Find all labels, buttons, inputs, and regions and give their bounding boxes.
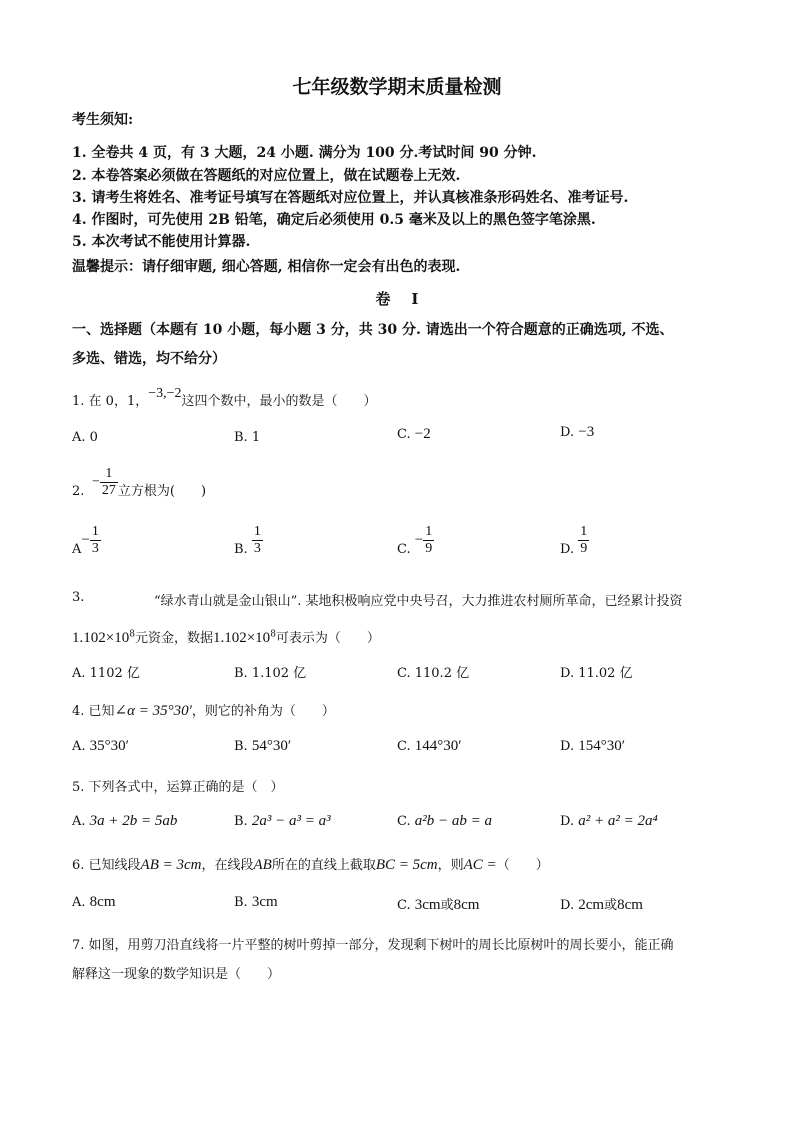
section1-heading-line1: 一、选择题（本题有 10 小题，每小题 3 分，共 30 分. 请选出一个符合题意的正确选项, 不选、 xyxy=(72,322,674,338)
notice-1: 1. 全卷共 4 页，有 3 大题，24 小题. 满分为 100 分.考试时间 90 分钟. xyxy=(72,145,537,161)
q4-angle: ∠α = 35°30′ xyxy=(114,703,192,719)
volume-heading: 卷 Ⅰ xyxy=(375,290,419,308)
q5-option-a[interactable]: A. 3a + 2b = 5ab xyxy=(72,813,178,829)
q1-option-d[interactable]: D. −3 xyxy=(560,424,595,440)
q7-line2: 解释这一现象的数学知识是（ ） xyxy=(72,967,281,982)
question-4: 4. 已知∠α = 35°30′，则它的补角为（ ） xyxy=(72,703,335,719)
q3-line1: “绿水青山就是金山银山”. 某地积极响应党中央号召，大力推进农村厕所革命，已经累计投资 xyxy=(154,594,683,609)
q4-option-d[interactable]: D. 154°30′ xyxy=(560,738,626,754)
question-2 xyxy=(72,466,206,499)
q7-line1: 7. 如图，用剪刀沿直线将一片平整的树叶剪掉一部分，发现剩下树叶的周长比原树叶的周长要小，能正确 xyxy=(72,938,674,953)
q1-option-b[interactable]: B. 1 xyxy=(234,430,261,445)
q1-post: 这四个数中，最小的数是（ ） xyxy=(181,394,377,409)
section1-heading-line2: 多选、错选，均不给分） xyxy=(72,351,226,367)
q6-option-c[interactable]: C. 3cm或8cm xyxy=(397,897,480,913)
q6-option-a[interactable]: A. 8cm xyxy=(72,894,116,910)
q2-option-b[interactable]: B. $\frac{1}{3}$ xyxy=(234,524,261,557)
q1-pre: 1. 在 0，1， xyxy=(72,394,149,409)
notice-4: 4. 作图时，可先使用 2B 铅笔，确定后必须使用 0.5 毫米及以上的黑色签字笔涂黑. xyxy=(72,212,596,228)
notice-5: 5. 本次考试不能使用计算器. xyxy=(72,234,251,250)
q1-option-a[interactable]: A. 0 xyxy=(72,430,98,445)
q2-option-d[interactable]: D. $\frac{1}{9}$ xyxy=(560,524,588,557)
q3-option-c[interactable]: C. 110.2 亿 xyxy=(397,666,470,681)
q4-option-b[interactable]: B. 54°30′ xyxy=(234,738,292,754)
notice-heading: 考生须知: xyxy=(72,112,134,128)
q2-frac-sign: − xyxy=(92,474,100,490)
q4-option-c[interactable]: C. 144°30′ xyxy=(397,738,462,754)
q2-option-a[interactable]: A− $\frac{1}{3}$ xyxy=(72,524,99,557)
q2-post: 立方根为( ) xyxy=(117,484,207,499)
q3-option-d[interactable]: D. 11.02 亿 xyxy=(560,666,633,681)
q5-option-b[interactable]: B. 2a³ − a³ = a³ xyxy=(234,813,331,829)
q3-line2: $1.102\times 10^8$元资金，数据$1.102\times 10^8$可表示为（ ） xyxy=(72,629,380,646)
q3-option-b[interactable]: B. 1.102 亿 xyxy=(234,666,307,681)
q6-option-b[interactable]: B. 3cm xyxy=(234,894,278,910)
q2-option-c[interactable]: C. − $\frac{1}{9}$ xyxy=(397,524,433,557)
notice-3: 3. 请考生将姓名、准考证号填写在答题纸对应位置上，并认真核准条形码姓名、准考证号. xyxy=(72,190,629,206)
tip-text: 温馨提示：请仔细审题, 细心答题, 相信你一定会有出色的表现. xyxy=(72,259,461,275)
page-title: 七年级数学期末质量检测 xyxy=(292,76,502,98)
q1-math: −3,−2 xyxy=(148,386,182,401)
q2-fraction: $\frac{1}{27}$ xyxy=(101,466,116,498)
q5-option-d[interactable]: D. a² + a² = 2a⁴ xyxy=(560,813,658,829)
q3-option-a[interactable]: A. 1102 亿 xyxy=(72,666,140,681)
q1-option-c[interactable]: C. −2 xyxy=(397,426,431,442)
question-5: 5. 下列各式中，运算正确的是（ ） xyxy=(72,780,284,795)
q6-option-d[interactable]: D. 2cm或8cm xyxy=(560,897,643,913)
q2-number: 2. xyxy=(72,484,85,499)
q3-number: 3. xyxy=(72,590,85,605)
q5-option-c[interactable]: C. a²b − ab = a xyxy=(397,813,493,829)
notice-2: 2. 本卷答案必须做在答题纸的对应位置上，做在试题卷上无效. xyxy=(72,168,461,184)
q4-option-a[interactable]: A. 35°30′ xyxy=(72,738,129,754)
question-6: 6. 已知线段AB = 3cm，在线段AB所在的直线上截取BC = 5cm，则AC =（ ） xyxy=(72,857,549,873)
question-1 xyxy=(72,386,377,410)
